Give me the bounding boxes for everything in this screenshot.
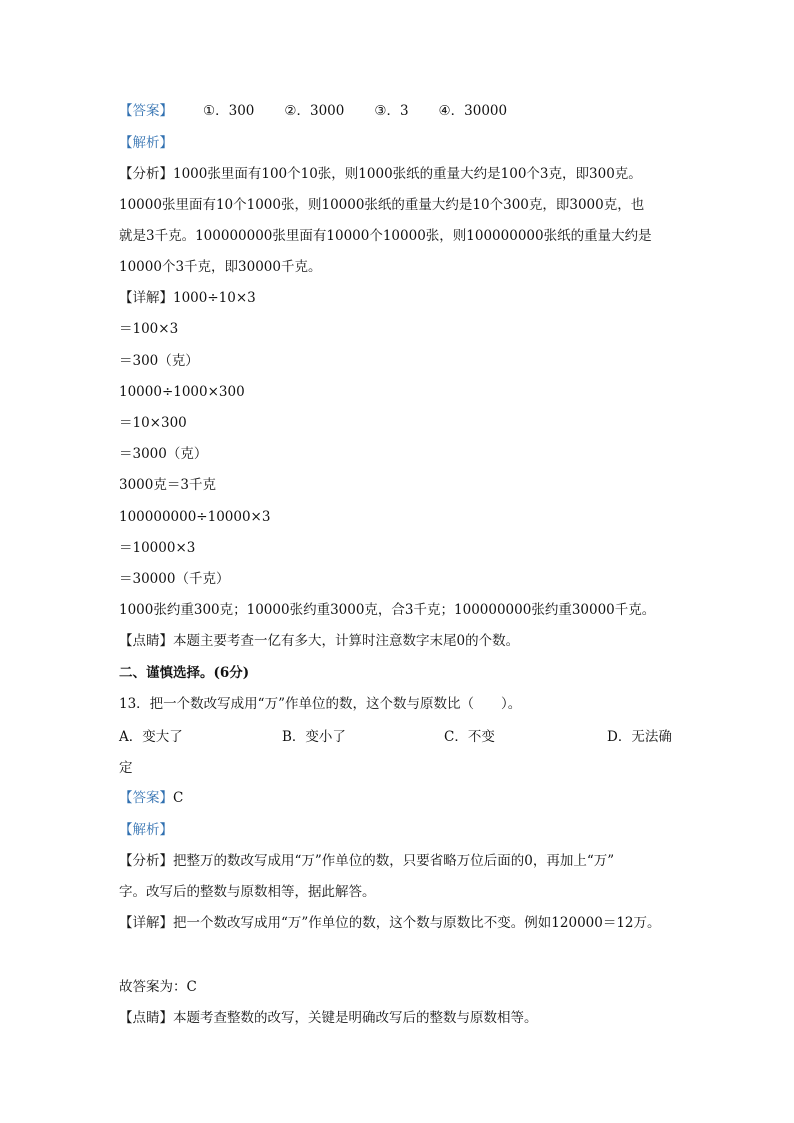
answer-line	[119, 101, 507, 121]
question-options	[119, 727, 679, 747]
detail-line: ＝10000×3	[119, 540, 196, 556]
answer-item-2: ②．3000	[284, 103, 345, 119]
analysis-line: 10000张里面有10个1000张，则10000张纸的重量大约是10个300克，即3000克，也	[119, 197, 645, 213]
analysis-line: 【分析】把整万的数改写成用“万”作单位的数，只要省略万位后面的0，再加上“万”	[119, 853, 615, 869]
detail-line: ＝300（克）	[119, 353, 199, 369]
analysis-tag: 【解析】	[119, 822, 173, 838]
question-stem: 13．把一个数改写成用“万”作单位的数，这个数与原数比（ ）。	[119, 696, 522, 712]
detail-line: 【详解】把一个数改写成用“万”作单位的数，这个数与原数比不变。例如120000＝12万。	[119, 915, 661, 931]
option-a: A．变大了	[119, 729, 183, 745]
detail-line: ＝30000（千克）	[119, 571, 230, 587]
analysis-line: 字。改写后的整数与原数相等，据此解答。	[119, 884, 376, 900]
answer-line	[119, 788, 183, 808]
answer-item-1: ①．300	[203, 103, 255, 119]
remark-line: 【点睛】本题主要考查一亿有多大，计算时注意数字末尾0的个数。	[119, 633, 520, 649]
detail-line: 100000000÷10000×3	[119, 509, 271, 525]
option-d: D．无法确	[607, 729, 672, 745]
detail-line: ＝3000（克）	[119, 446, 208, 462]
answer-tag: 【答案】	[119, 103, 173, 119]
section-title: 二、谨慎选择。(6分)	[119, 665, 250, 681]
answer-value: C	[173, 790, 184, 806]
option-b: B．变小了	[282, 729, 346, 745]
detail-line: 【详解】1000÷10×3	[119, 290, 256, 306]
detail-line: ＝10×300	[119, 415, 187, 431]
analysis-tag: 【解析】	[119, 135, 173, 151]
final-answer: 故答案为：C	[119, 979, 197, 995]
detail-line: 10000÷1000×300	[119, 384, 245, 400]
option-c: C．不变	[444, 729, 495, 745]
analysis-line: 就是3千克。100000000张里面有10000个10000张，则100000000张纸的重量大约是	[119, 228, 652, 244]
detail-line: 3000克＝3千克	[119, 477, 216, 493]
option-d-wrap: 定	[119, 760, 133, 776]
detail-summary-line: 1000张约重300克；10000张约重3000克，合3千克；100000000张约重30000千克。	[119, 602, 656, 618]
analysis-line: 【分析】1000张里面有100个10张，则1000张纸的重量大约是100个3克，即300克。	[119, 166, 642, 182]
answer-item-3: ③．3	[374, 103, 409, 119]
answer-tag: 【答案】	[119, 790, 173, 806]
detail-line: ＝100×3	[119, 321, 179, 337]
answer-item-4: ④．30000	[438, 103, 508, 119]
remark-line: 【点睛】本题考查整数的改写，关键是明确改写后的整数与原数相等。	[119, 1010, 538, 1026]
analysis-line: 10000个3千克，即30000千克。	[119, 259, 322, 275]
